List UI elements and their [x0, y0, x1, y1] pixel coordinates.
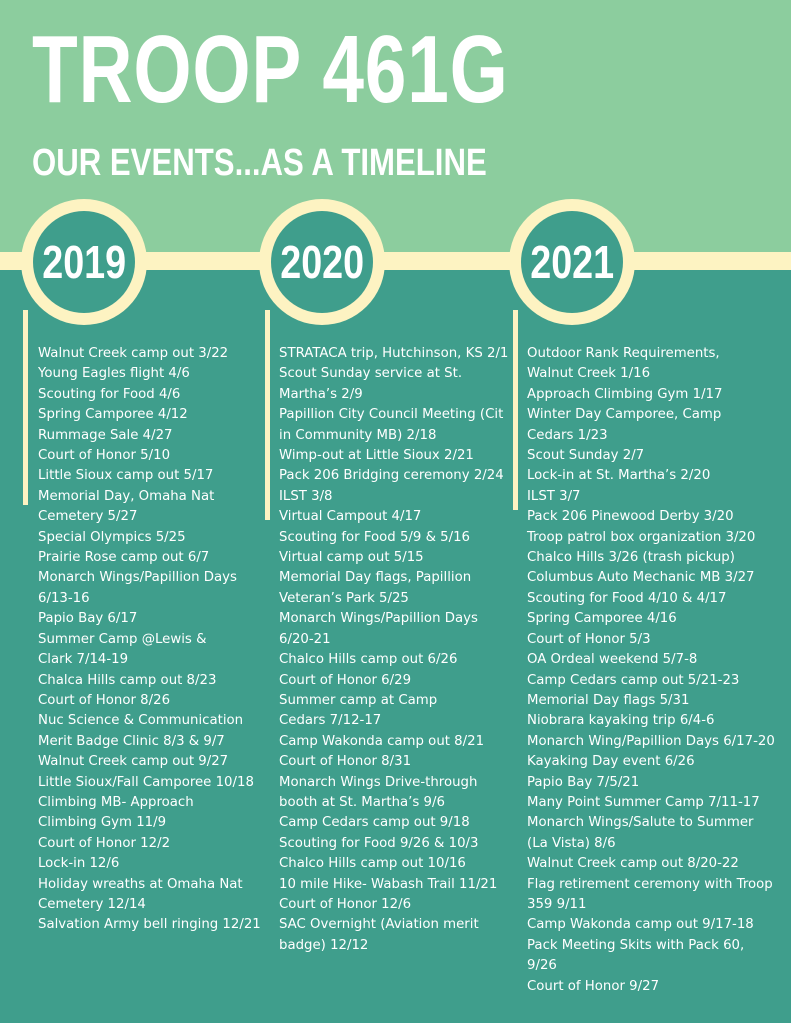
event-item: Flag retirement ceremony with Troop 359 9/11	[527, 876, 773, 912]
event-item: Virtual Campout 4/17	[279, 509, 422, 525]
event-item: SAC Overnight (Aviation merit badge) 12/12	[279, 917, 479, 953]
event-item: Monarch Wings/Papillion Days 6/20-21	[279, 611, 478, 647]
year-marker-2021	[509, 199, 635, 325]
event-item: Summer camp at Camp Cedars 7/12-17	[279, 692, 438, 729]
year-label: 2020	[280, 236, 364, 288]
event-item: Monarch Wing/Papillion Days 6/17-20	[527, 733, 775, 749]
event-item: Scouting for Food 4/10 & 4/17	[527, 590, 727, 606]
event-item: Chalco Hills 3/26 (trash pickup)	[527, 550, 735, 566]
event-item: Lock-in at St. Martha’s 2/20	[527, 468, 711, 484]
event-item: Court of Honor 9/27	[527, 978, 660, 994]
event-item: Spring Camporee 4/16	[527, 611, 677, 627]
event-item: Walnut Creek camp out 9/27	[38, 754, 229, 770]
events-list-2019	[38, 344, 270, 936]
event-item: Little Sioux camp out 5/17	[38, 468, 214, 484]
event-item: Columbus Auto Mechanic MB 3/27	[527, 570, 755, 586]
event-item: 10 mile Hike- Wabash Trail 11/21	[279, 876, 498, 892]
event-item: Kayaking Day event 6/26	[527, 754, 695, 770]
event-item: Summer Camp @Lewis & Clark 7/14-19	[38, 631, 207, 668]
event-item: Outdoor Rank Requirements, Walnut Creek 1/16	[527, 346, 720, 382]
event-item: ILST 3/8	[279, 488, 333, 504]
event-item: Chalco Hills camp out 6/26	[279, 652, 458, 668]
year-marker-2019	[21, 199, 147, 325]
event-item: Young Eagles flight 4/6	[38, 366, 190, 382]
event-item: Salvation Army bell ringing 12/21	[38, 917, 261, 933]
event-item: Scouting for Food 5/9 & 5/16	[279, 529, 471, 545]
event-item: Court of Honor 12/2	[38, 835, 171, 851]
event-item: Lock-in 12/6	[38, 856, 120, 872]
event-item: ILST 3/7	[527, 488, 581, 504]
event-item: Scout Sunday service at St. Martha’s 2/9	[279, 366, 463, 402]
event-item: Wimp-out at Little Sioux 2/21	[279, 448, 474, 464]
event-item: Walnut Creek camp out 3/22	[38, 346, 229, 361]
event-item: Chalco Hills camp out 10/16	[279, 856, 466, 872]
event-item: Camp Cedars camp out 9/18	[279, 815, 470, 831]
event-item: Pack 206 Bridging ceremony 2/24	[279, 468, 504, 484]
event-item: Scout Sunday 2/7	[527, 448, 645, 464]
event-item: Holiday wreaths at Omaha Nat Cemetery 12/14	[38, 876, 243, 912]
event-item: Nuc Science & Communication Merit Badge Clinic 8/3 & 9/7	[38, 713, 244, 749]
event-item: Scouting for Food 9/26 & 10/3	[279, 835, 479, 851]
event-item: Virtual camp out 5/15	[279, 550, 424, 566]
year-disc	[33, 211, 135, 313]
event-item: Monarch Wings Drive-through booth at St. Martha’s 9/6	[279, 774, 478, 810]
timeline-stem-2019	[23, 310, 28, 505]
event-item: Many Point Summer Camp 7/11-17	[527, 794, 760, 810]
event-item: Court of Honor 8/26	[38, 692, 171, 708]
event-item: Approach Climbing Gym 1/17	[527, 386, 723, 402]
event-item: Memorial Day, Omaha Nat Cemetery 5/27	[38, 488, 215, 525]
event-item: Pack 206 Pinewood Derby 3/20	[527, 509, 734, 525]
event-item: Memorial Day flags 5/31	[527, 692, 690, 708]
page-title: TROOP 461G	[32, 16, 509, 123]
event-item: Scouting for Food 4/6	[38, 386, 181, 402]
event-item: Climbing MB- Approach Climbing Gym 11/9	[38, 794, 194, 831]
event-item: Court of Honor 5/3	[527, 631, 651, 647]
event-item: Memorial Day flags, Papillion Veteran’s Park 5/25	[279, 570, 472, 606]
event-item: Pack Meeting Skits with Pack 60, 9/26	[527, 937, 745, 974]
events-list-2021	[527, 344, 777, 997]
event-item: Monarch Wings/Papillion Days 6/13-16	[38, 570, 237, 606]
event-item: Court of Honor 12/6	[279, 896, 412, 912]
event-item: Camp Wakonda camp out 9/17-18	[527, 917, 754, 933]
event-item: Troop patrol box organization 3/20	[527, 529, 756, 545]
year-disc	[521, 211, 623, 313]
event-item: Court of Honor 6/29	[279, 672, 412, 688]
event-item: Court of Honor 5/10	[38, 448, 171, 464]
event-item: OA Ordeal weekend 5/7-8	[527, 652, 698, 668]
event-item: Camp Wakonda camp out 8/21	[279, 733, 485, 749]
event-item: Winter Day Camporee, Camp Cedars 1/23	[527, 407, 722, 443]
event-item: Prairie Rose camp out 6/7	[38, 550, 210, 566]
event-item: Papillion City Council Meeting (Cit in Community MB) 2/18	[279, 407, 504, 443]
year-marker-2020	[259, 199, 385, 325]
year-label: 2021	[530, 236, 614, 288]
page-subtitle: OUR EVENTS...AS A TIMELINE	[32, 142, 487, 184]
event-item: Walnut Creek camp out 8/20-22	[527, 856, 739, 872]
event-item: Rummage Sale 4/27	[38, 427, 173, 443]
event-item: Spring Camporee 4/12	[38, 407, 188, 423]
event-item: STRATACA trip, Hutchinson, KS 2/1	[279, 346, 509, 361]
event-item: Special Olympics 5/25	[38, 529, 186, 545]
event-item: Papio Bay 6/17	[38, 611, 138, 627]
event-item: Chalca Hills camp out 8/23	[38, 672, 217, 688]
timeline-stem-2021	[513, 310, 518, 510]
event-item: Camp Cedars camp out 5/21-23	[527, 672, 740, 688]
events-list-2020	[279, 344, 511, 956]
year-label: 2019	[42, 236, 126, 288]
event-item: Court of Honor 8/31	[279, 754, 412, 770]
event-item: Little Sioux/Fall Camporee 10/18	[38, 774, 254, 790]
event-item: Papio Bay 7/5/21	[527, 774, 640, 790]
year-disc	[271, 211, 373, 313]
event-item: Niobrara kayaking trip 6/4-6	[527, 713, 715, 729]
event-item: Monarch Wings/Salute to Summer (La Vista) 8/6	[527, 815, 754, 851]
